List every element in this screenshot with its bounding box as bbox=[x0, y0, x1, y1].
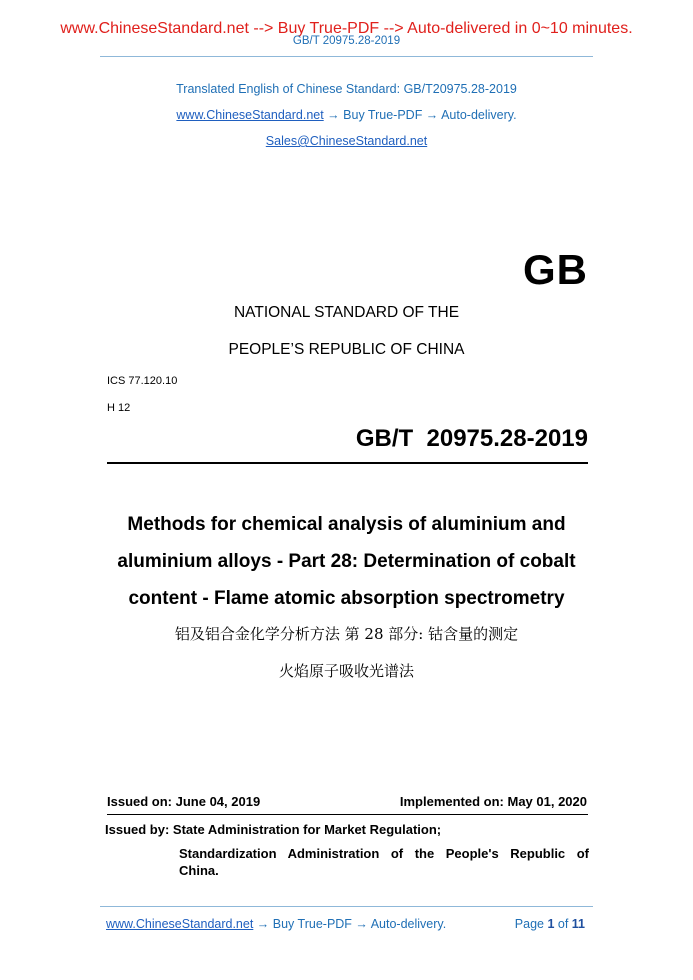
site-link[interactable]: www.ChineseStandard.net bbox=[176, 108, 324, 122]
header-divider bbox=[100, 56, 593, 57]
title-cn-line1: 铝及铝合金化学分析方法 第 28 部分: 钴含量的测定 bbox=[174, 625, 519, 643]
footer-site-link[interactable]: www.ChineseStandard.net bbox=[106, 917, 254, 931]
delivery-text: → Buy True-PDF → Auto-delivery. bbox=[323, 108, 517, 122]
footer-delivery bbox=[106, 917, 446, 931]
issued-by-line1: Issued by: State Administration for Market Regulation; bbox=[105, 822, 442, 837]
issued-by-line3: China. bbox=[179, 863, 219, 878]
standard-number: GB/T 20975.28-2019 bbox=[355, 425, 588, 452]
of-label: of bbox=[554, 917, 572, 931]
issued-on: Issued on: June 04, 2019 bbox=[107, 794, 261, 809]
delivery-line bbox=[0, 108, 693, 122]
sales-line bbox=[0, 134, 693, 148]
issued-by-line2: Standardization Administration of the People's Republic of bbox=[179, 846, 589, 861]
national-standard-line1: NATIONAL STANDARD OF THE bbox=[233, 304, 460, 321]
sales-email-link[interactable]: Sales@ChineseStandard.net bbox=[265, 134, 428, 148]
issue-divider bbox=[107, 814, 588, 815]
implemented-on: Implemented on: May 01, 2020 bbox=[399, 794, 587, 809]
ics-code: ICS 77.120.10 bbox=[107, 375, 178, 387]
footer-divider bbox=[100, 906, 593, 907]
page-indicator bbox=[515, 917, 585, 931]
page-number: 1 bbox=[547, 917, 555, 931]
title-en-line3: content - Flame atomic absorption spectrometry bbox=[128, 588, 565, 609]
running-header: GB/T 20975.28-2019 bbox=[292, 35, 401, 47]
page-label: Page bbox=[514, 917, 548, 931]
translated-note: Translated English of Chinese Standard: GB/T20975.28-2019 bbox=[176, 82, 517, 96]
footer-delivery-text: → Buy True-PDF → Auto-delivery. bbox=[253, 917, 447, 931]
national-standard-line2: PEOPLE’S REPUBLIC OF CHINA bbox=[228, 341, 465, 358]
title-en-line2: aluminium alloys - Part 28: Determination of cobalt bbox=[117, 551, 576, 572]
page-total: 11 bbox=[571, 917, 585, 931]
gb-mark: GB bbox=[523, 246, 588, 293]
title-en-line1: Methods for chemical analysis of aluminium and bbox=[127, 514, 566, 535]
classification-code: H 12 bbox=[107, 402, 131, 414]
title-divider bbox=[107, 462, 588, 464]
promo-banner[interactable]: www.ChineseStandard.net --> Buy True-PDF --> Auto-delivered in 0~10 minutes. bbox=[60, 20, 633, 37]
title-cn-line2: 火焰原子吸收光谱法 bbox=[278, 662, 414, 680]
